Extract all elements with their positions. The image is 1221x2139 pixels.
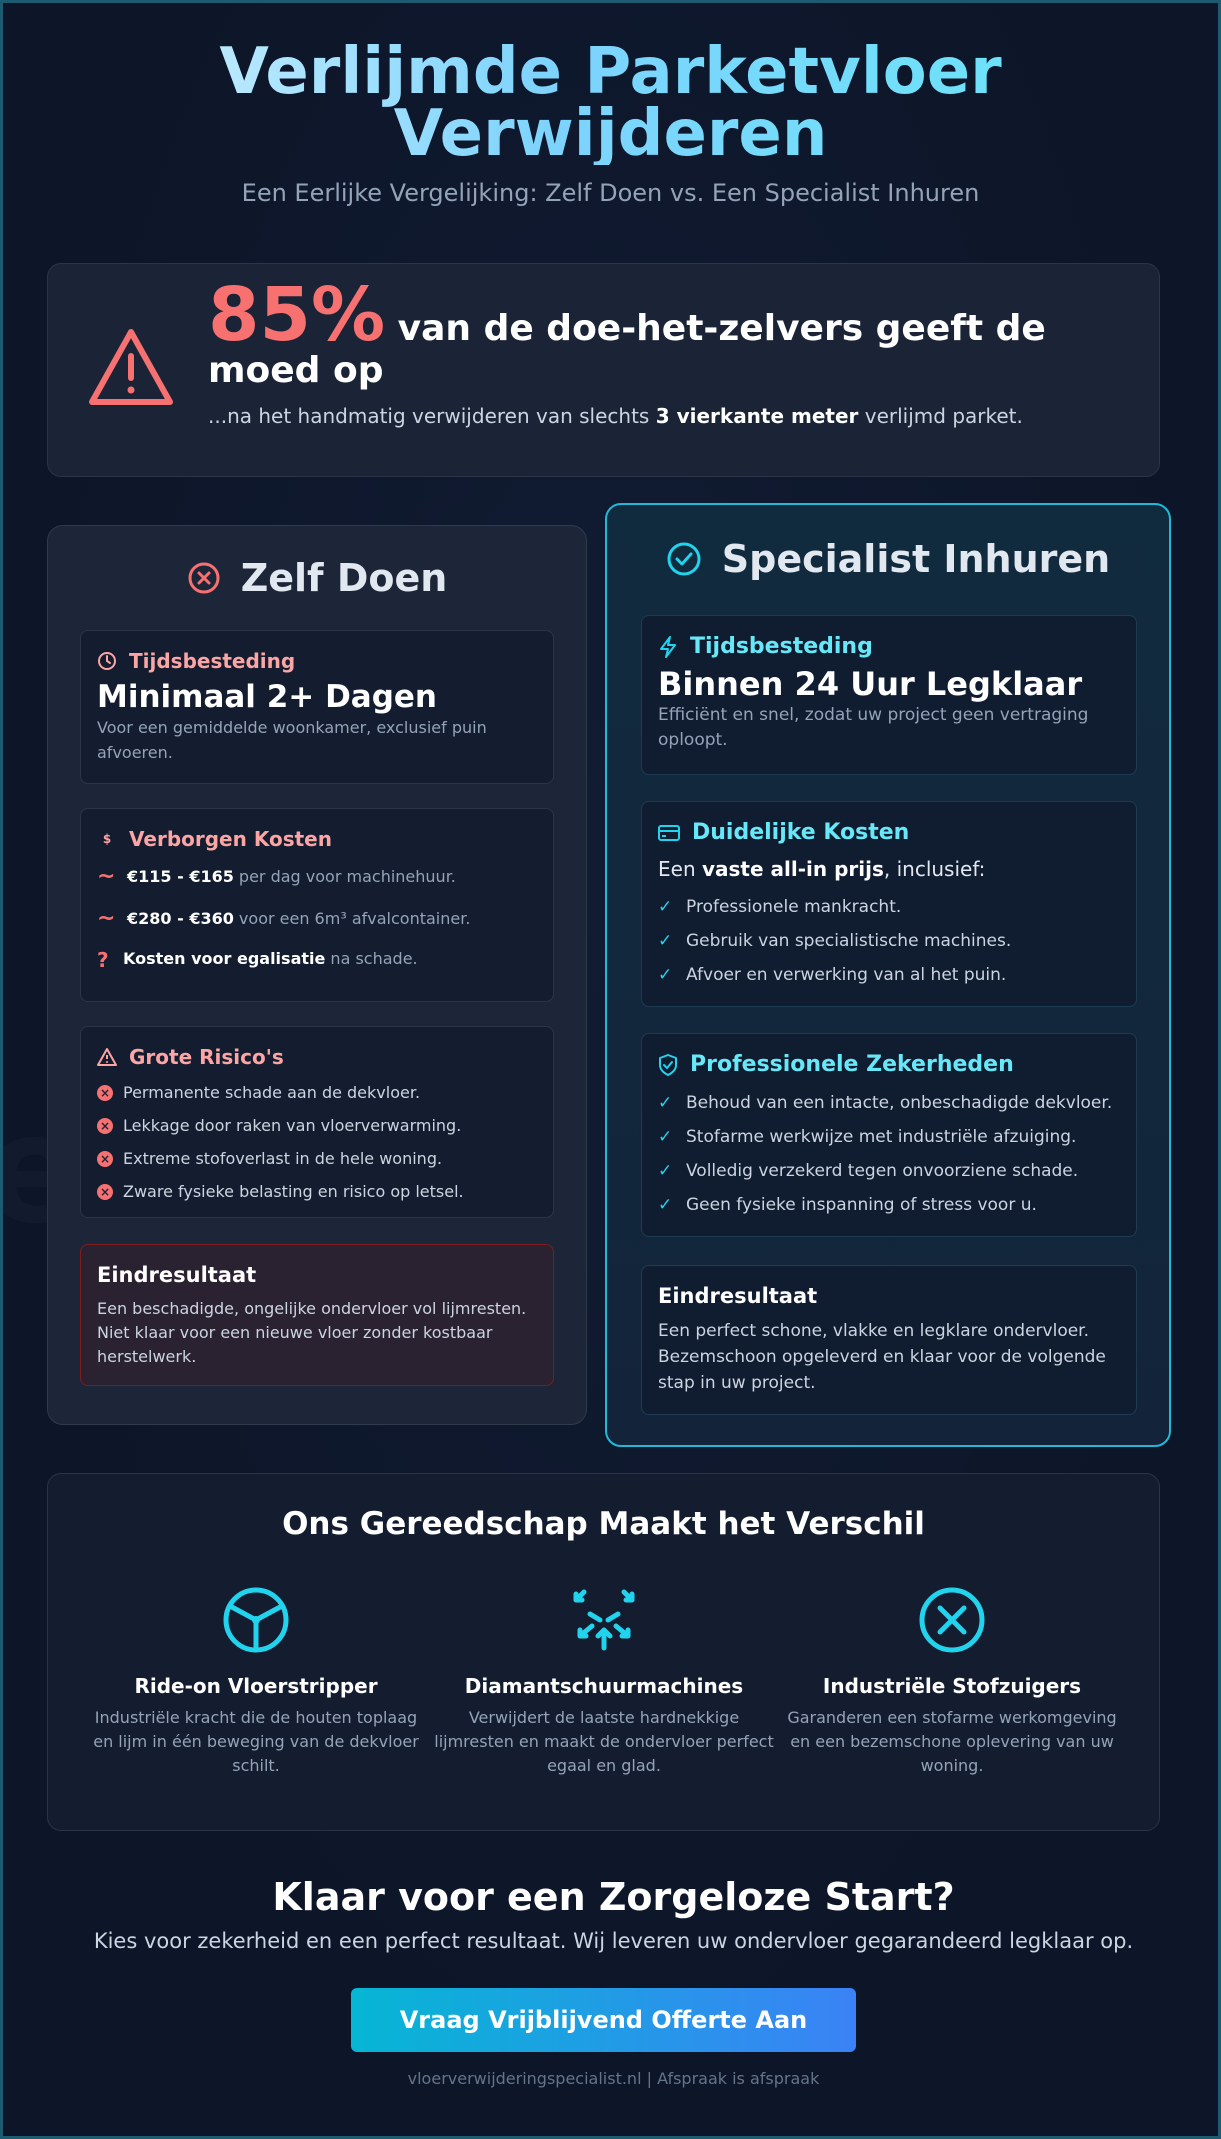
cost-rest: voor een 6m³ afvalcontainer. — [233, 909, 471, 928]
statistic-headline — [208, 272, 1099, 392]
circle-x-icon — [918, 1586, 986, 1654]
dollar-icon: $ — [102, 832, 112, 846]
pro-time-title — [658, 634, 1120, 659]
page-subtitle: Een Eerlijke Vergelijking: Zelf Doen vs. Een Specialist Inhuren — [241, 179, 980, 207]
footer-text: vloerverwijderingspecialist.nl | Afspraak is afspraak — [407, 2069, 820, 2088]
tool-name: Industriële Stofzuigers — [822, 1674, 1082, 1698]
check-icon: ✓ — [658, 1195, 673, 1215]
pro-time-label: Tijdsbesteding — [690, 634, 873, 659]
shield-check-icon — [658, 1054, 678, 1076]
diy-risks-box — [80, 1026, 554, 1218]
diy-heading — [48, 556, 586, 600]
cta-subtitle: Kies voor zekerheid en een perfect resultaat. Wij leveren uw ondervloer gegarandeerd legklaar op. — [93, 1929, 1134, 1953]
warning-icon — [97, 1047, 117, 1067]
risk-text: Permanente schade aan de dekvloer. — [123, 1083, 421, 1102]
credit-card-icon — [658, 824, 680, 842]
tools-section — [47, 1473, 1160, 1831]
diy-costs-label: Verborgen Kosten — [129, 827, 332, 851]
check-text: Gebruik van specialistische machines. — [686, 931, 1012, 951]
cost-check-item — [658, 931, 1120, 951]
pro-guarantees-label: Professionele Zekerheden — [690, 1052, 1014, 1077]
tool-item — [782, 1586, 1122, 1778]
pro-costs-box — [641, 801, 1137, 1007]
risk-item — [97, 1116, 537, 1135]
cost-item — [97, 949, 537, 971]
pro-time-note: Efficiënt en snel, zodat uw project geen vertraging oploopt. — [658, 705, 1089, 750]
cost-item — [97, 864, 537, 889]
statistic-subtext — [208, 404, 1099, 428]
pro-heading — [607, 537, 1169, 581]
statistic-percent: 85% — [208, 272, 386, 358]
check-icon: ✓ — [658, 931, 673, 951]
pro-guarantees-title — [658, 1052, 1120, 1077]
diy-costs-box — [80, 808, 554, 1002]
tool-name: Diamantschuurmachines — [464, 1674, 744, 1698]
pro-costs-intro — [658, 857, 1120, 881]
request-quote-button[interactable]: Vraag Vrijblijvend Offerte Aan — [351, 1988, 856, 2052]
page-title — [3, 35, 1218, 171]
risk-item — [97, 1182, 537, 1201]
circle-x-icon — [187, 561, 221, 595]
risk-item — [97, 1083, 537, 1102]
x-icon: × — [97, 1118, 113, 1134]
diy-time-box — [80, 630, 554, 784]
diy-time-note: Voor een gemiddelde woonkamer, exclusief puin afvoeren. — [97, 718, 487, 762]
cta-title: Klaar voor een Zorgeloze Start? — [272, 1875, 955, 1919]
cost-item — [97, 906, 537, 931]
tool-item — [86, 1586, 426, 1778]
risk-item — [97, 1149, 537, 1168]
cost-bold: €115 - €165 — [127, 867, 234, 886]
x-icon: × — [97, 1085, 113, 1101]
pro-result-box — [641, 1265, 1137, 1415]
cost-rest: na schade. — [325, 949, 418, 968]
guarantee-item — [658, 1195, 1120, 1215]
pro-guarantees-box — [641, 1033, 1137, 1237]
tool-item — [434, 1586, 774, 1778]
check-icon: ✓ — [658, 1127, 673, 1147]
check-text: Stofarme werkwijze met industriële afzuiging. — [686, 1127, 1077, 1147]
tilde-icon: ~ — [97, 906, 116, 931]
guarantee-item — [658, 1161, 1120, 1181]
stat-sub-after: verlijmd parket. — [858, 404, 1023, 428]
check-icon: ✓ — [658, 965, 673, 985]
warning-triangle-icon — [86, 326, 176, 410]
x-icon: × — [97, 1151, 113, 1167]
tool-desc: Verwijdert de laatste hardnekkige lijmresten en maakt de ondervloer perfect egaal en glad. — [434, 1708, 774, 1775]
x-icon: × — [97, 1184, 113, 1200]
arrows-icon — [570, 1586, 638, 1654]
diy-costs-title — [97, 827, 537, 851]
lightning-icon — [658, 636, 678, 658]
steering-wheel-icon — [222, 1586, 290, 1654]
check-text: Behoud van een intacte, onbeschadigde dekvloer. — [686, 1093, 1113, 1113]
risk-text: Lekkage door raken van vloerverwarming. — [123, 1116, 462, 1135]
clock-icon — [97, 651, 117, 671]
guarantee-item — [658, 1093, 1120, 1113]
tool-desc: Garanderen een stofarme werkomgeving en een bezemschone oplevering van uw woning. — [787, 1708, 1117, 1775]
statistic-headline-text: van de doe-het-zelvers geeft de moed op — [208, 308, 1046, 391]
pro-costs-label: Duidelijke Kosten — [692, 820, 910, 845]
tool-desc: Industriële kracht die de houten toplaag en lijm in één beweging van de dekvloer schilt. — [93, 1708, 419, 1775]
pro-costs-title — [658, 820, 1120, 845]
check-icon: ✓ — [658, 897, 673, 917]
cost-check-item — [658, 965, 1120, 985]
diy-result-text: Een beschadigde, ongelijke ondervloer vol lijmresten. Niet klaar voor een nieuwe vloer zonder kostbaar herstelwerk. — [97, 1299, 527, 1366]
tools-title: Ons Gereedschap Maakt het Verschil — [282, 1506, 925, 1542]
diy-risks-title — [97, 1045, 537, 1069]
cost-check-item — [658, 897, 1120, 917]
pro-title: Specialist Inhuren — [721, 537, 1111, 581]
cost-bold: €280 - €360 — [127, 909, 234, 928]
pro-result-text: Een perfect schone, vlakke en legklare ondervloer. Bezemschoon opgeleverd en klaar voor de volgende stap in uw project. — [658, 1321, 1106, 1393]
page-header — [3, 3, 1218, 207]
intro-bold: vaste all-in prijs — [701, 857, 884, 881]
pro-time-value: Binnen 24 Uur Legklaar — [658, 665, 1083, 703]
check-text: Afvoer en verwerking van al het puin. — [686, 965, 1007, 985]
check-icon: ✓ — [658, 1161, 673, 1181]
pro-time-box — [641, 615, 1137, 775]
tool-name: Ride-on Vloerstripper — [134, 1674, 378, 1698]
diy-risks-label: Grote Risico's — [129, 1045, 284, 1069]
risk-text: Zware fysieke belasting en risico op letsel. — [123, 1182, 464, 1201]
check-text: Volledig verzekerd tegen onvoorziene schade. — [686, 1161, 1079, 1181]
risk-text: Extreme stofoverlast in de hele woning. — [123, 1149, 443, 1168]
title-line-1: Verlijmde Parketvloer — [219, 35, 1002, 109]
stat-sub-before: ...na het handmatig verwijderen van slechts — [208, 404, 656, 428]
cost-bold: Kosten voor egalisatie — [123, 949, 326, 968]
diy-time-value: Minimaal 2+ Dagen — [97, 679, 438, 715]
intro-after: , inclusief: — [883, 857, 986, 881]
check-text: Professionele mankracht. — [686, 897, 902, 917]
pro-result-title: Eindresultaat — [658, 1284, 818, 1308]
cost-rest: per dag voor machinehuur. — [233, 867, 456, 886]
diy-title: Zelf Doen — [240, 556, 448, 600]
question-icon: ? — [97, 948, 109, 972]
statistic-card — [47, 263, 1160, 477]
stat-sub-bold: 3 vierkante meter — [655, 404, 859, 428]
tilde-icon: ~ — [97, 864, 116, 889]
guarantee-item — [658, 1127, 1120, 1147]
check-text: Geen fysieke inspanning of stress voor u. — [686, 1195, 1037, 1215]
intro-before: Een — [658, 857, 702, 881]
diy-result-box — [80, 1244, 554, 1386]
check-circle-icon — [666, 541, 702, 577]
diy-time-label: Tijdsbesteding — [129, 649, 296, 673]
diy-column — [47, 525, 587, 1425]
diy-time-title — [97, 649, 537, 673]
diy-result-title: Eindresultaat — [97, 1263, 257, 1287]
pro-column — [605, 503, 1171, 1447]
title-line-2: Verwijderen — [393, 97, 828, 171]
check-icon: ✓ — [658, 1093, 673, 1113]
